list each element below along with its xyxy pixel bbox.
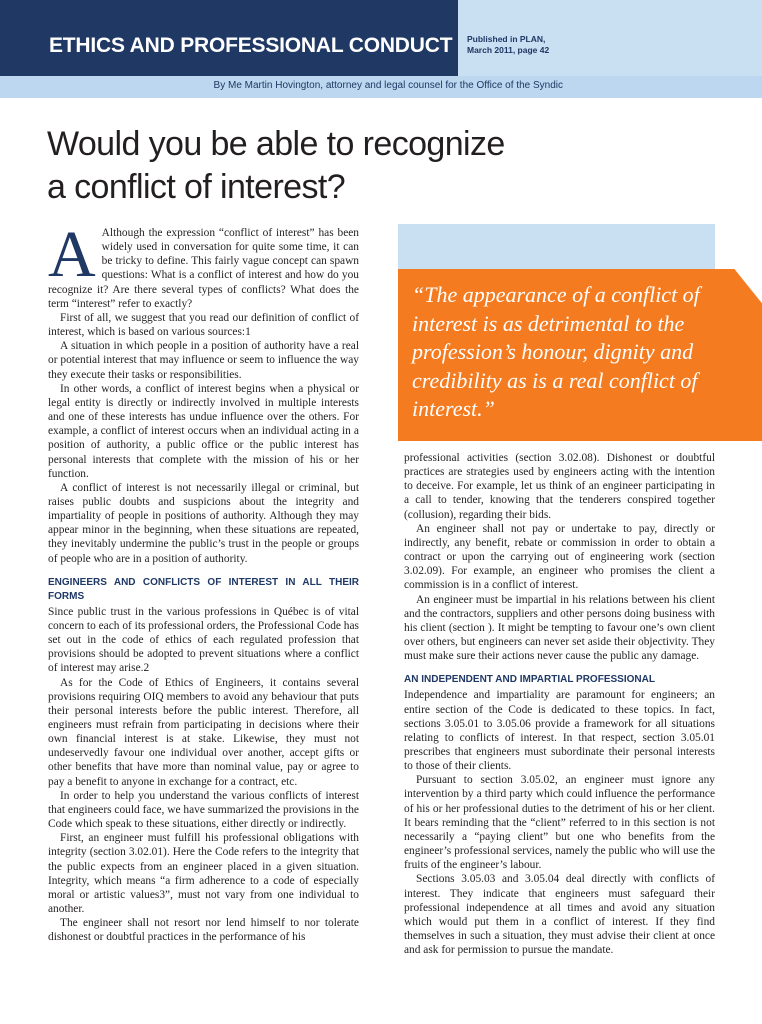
paragraph: In other words, a conflict of interest begins when a physical or legal entity is directly or indirectly involved in multiple interests and one of these interests has undue influence over the others. For example, a conflict of interest occurs when an individual acting in a position of authority, a public office or the public interest has personal interests that complete with the mission of his or her function. bbox=[48, 382, 359, 480]
paragraph: Independence and impartiality are paramount for engineers; an entire section of the Code is dedicated to these topics. In fact, sections 3.05.01 to 3.05.06 provide a framework for all situations relating to conflicts of interest. In that respect, section 3.05.01 prescribes that engineers must subordinate their personal interests to those of their clients. bbox=[404, 689, 715, 773]
paragraph: A conflict of interest is not necessarily illegal or criminal, but raises public doubts and suspicions about the integrity and impartiality of people in positions of authority. Although they may appear minor in the beginning, when these situations are repeated, they inevitably undermine the public’s trust in the people or groups of people who are in a position of authority. bbox=[48, 481, 359, 565]
pull-quote-header bbox=[398, 224, 715, 269]
paragraph: Pursuant to section 3.05.02, an engineer must ignore any intervention by a third party which could influence the performance of his or her professional duties to the detriment of his or her client. It bears reminding that the “client” referred to in this section is not necessarily a “paying client” but one who benefits from the engineer’s professional services, namely the public who will use the fruits of the engineer’s labour. bbox=[404, 774, 715, 872]
subheading: ENGINEERS AND CONFLICTS OF INTEREST IN ALL THEIR FORMS bbox=[48, 576, 359, 602]
drop-cap: A bbox=[48, 218, 96, 291]
paragraph: An engineer must be impartial in his relations between his client and the contractors, suppliers and other persons doing business with his client (section ). It might be tempting to favour one’s own client over others, but engineers can never set aside their objectivity. They must make sure their actions never cause the public any damage. bbox=[404, 593, 715, 663]
paragraph: The engineer shall not resort nor lend himself to nor tolerate dishonest or doubtful practices in the performance of his bbox=[48, 917, 359, 944]
paragraph: First of all, we suggest that you read our definition of conflict of interest, which is based on various sources:1 bbox=[48, 311, 359, 339]
title-line-2: a conflict of interest? bbox=[47, 168, 346, 206]
section-title: ETHICS AND PROFESSIONAL CONDUCT bbox=[49, 34, 453, 57]
byline: By Me Martin Hovington, attorney and legal counsel for the Office of the Syndic bbox=[213, 80, 563, 91]
paragraph: Since public trust in the various professions in Québec is of vital concern to each of its professional orders, the Professional Code has set out in the code of ethics of each regulated profession that provisions should be adopted to prevent situations where a conflict of interest may arise.2 bbox=[48, 605, 359, 675]
paragraph: A situation in which people in a position of authority have a real or potential interest that may influence or seem to influence the way they execute their tasks or responsibilities. bbox=[48, 340, 359, 381]
title-line-1: Would you be able to recognize bbox=[47, 125, 505, 163]
paragraph: First, an engineer must fulfill his professional obligations with integrity (section 3.02.01). Here the Code refers to the integrity that the public expects from an engineer placed in a given situation. Integrity, which means “a firm adherence to a code of especially moral or artistic values3”, must not vary from one individual to another. bbox=[48, 832, 359, 916]
pull-quote-tab bbox=[716, 269, 762, 441]
article-column-1 bbox=[48, 218, 359, 945]
article-title bbox=[47, 123, 567, 209]
subheading: AN INDEPENDENT AND IMPARTIAL PROFESSIONAL bbox=[404, 674, 655, 686]
publication-info bbox=[467, 34, 549, 56]
pull-quote: “The appearance of a conflict of interest is as detrimental to the profession’s honour, dignity and credibility as is a real conflict of interest.” bbox=[412, 282, 700, 421]
published-line-2: March 2011, page 42 bbox=[467, 45, 550, 55]
paragraph: An engineer shall not pay or undertake to pay, directly or indirectly, any benefit, rebate or commission in order to obtain a contract or upon the carrying out of engineering work (section 3.02.09). For example, an engineer who promises the client a commission is in a conflict of interest. bbox=[404, 522, 715, 592]
paragraph: professional activities (section 3.02.08). Dishonest or doubtful practices are strategies used by engineers acting with the intention to deceive. For example, let us think of an engineer participating in a call to tender, knowing that the tenderers conspired together (collusion), regarding their bids. bbox=[404, 452, 715, 521]
paragraph: As for the Code of Ethics of Engineers, it contains several provisions requiring OIQ members to avoid any behaviour that puts their personal interests before the public interest. Therefore, all engineers must refrain from participating in decisions where their own financial interest is at stake. Likewise, they must not undeservedly favour one individual over another, accept gifts or other benefits that have more than nominal value, pay or agree to pay a benefit to anyone in exchange for a contract, etc. bbox=[48, 676, 359, 788]
article-column-2 bbox=[404, 451, 715, 957]
published-line-1: Published in PLAN, bbox=[467, 34, 546, 44]
paragraph: Although the expression “conflict of interest” has been widely used in conversation for quite some time, it can be tricky to define. This fairly vague concept can spawn questions: What is a conflict of interest and how do you recognize it? Are there several types of conflicts? What does the term “interest” refer to exactly? bbox=[48, 227, 359, 310]
paragraph: In order to help you understand the various conflicts of interest that engineers could face, we have summarized the provisions in the Code which speak to these situations, either directly or indirectly. bbox=[48, 789, 359, 831]
paragraph: Sections 3.05.03 and 3.05.04 deal directly with conflicts of interest. They indicate that engineers must safeguard their professional independence at all times and avoid any situation which would put them in a conflict of interest. If they find themselves in such a situation, they must advise their client at once and ask for permission to pursue the mandate. bbox=[404, 873, 715, 957]
